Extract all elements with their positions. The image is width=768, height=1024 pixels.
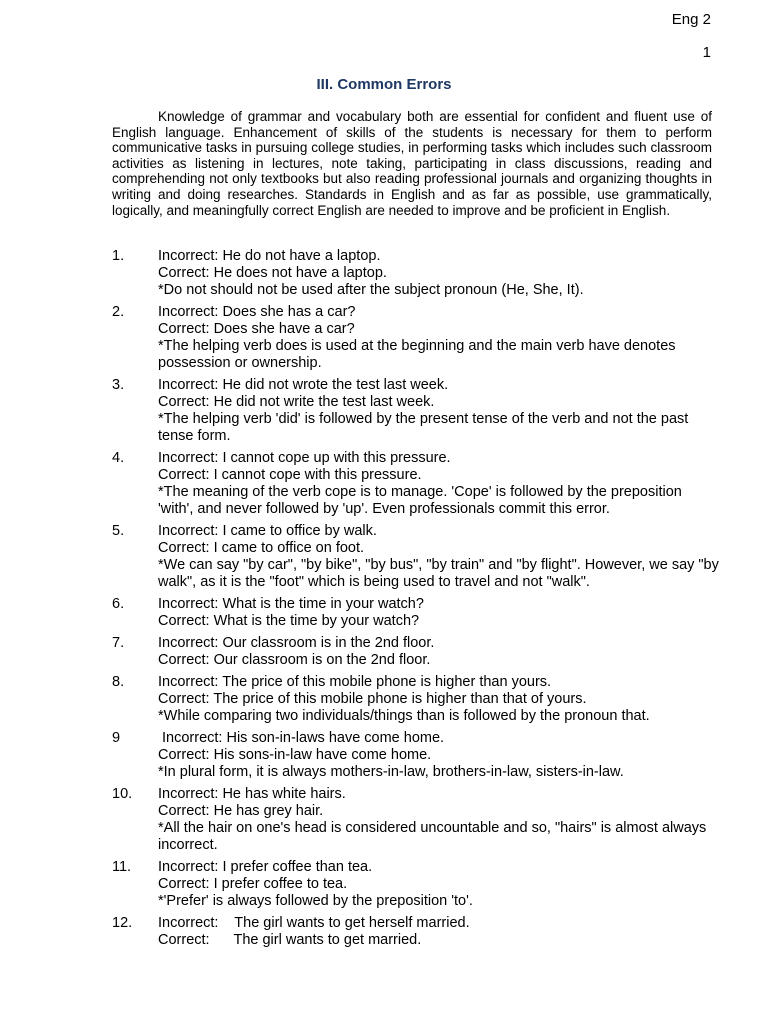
error-note: *All the hair on one's head is considered uncountable and so, "hairs" is almost always incorrect. [158, 820, 707, 853]
incorrect-sentence: Incorrect: I prefer coffee than tea. [158, 859, 373, 875]
correct-sentence: Correct: The girl wants to get married. [158, 932, 422, 948]
intro-paragraph: Knowledge of grammar and vocabulary both are essential for confident and fluent use of English language. Enhancement of skills of the students is necessary for them to perform communicative tasks in pursuing college studies, in performing tasks which includes such classroom activities as listening in lectures, note taking, participating in class discussions, reading and comprehending not only textbooks but also reading professional journals and organizing thoughts in writing and doing researches. Standards in English and as far as possible, use grammatically, logically, and meaningfully correct English are needed to improve and be proficient in English. [112, 109, 712, 218]
incorrect-sentence: Incorrect: He has white hairs. [158, 786, 346, 802]
error-note: *In plural form, it is always mothers-in-law, brothers-in-law, sisters-in-law. [158, 764, 624, 780]
error-item [112, 596, 724, 630]
correct-sentence: Correct: I prefer coffee to tea. [158, 876, 348, 892]
error-body [158, 730, 724, 781]
incorrect-sentence: Incorrect: Our classroom is in the 2nd floor. [158, 635, 435, 651]
error-body [158, 786, 724, 854]
error-item [112, 450, 724, 518]
error-note: *While comparing two individuals/things than is followed by the pronoun that. [158, 708, 650, 724]
page-number: 1 [702, 44, 711, 61]
error-body [158, 674, 724, 725]
error-note: *The helping verb 'did' is followed by the present tense of the verb and not the past tense form. [158, 411, 689, 444]
section-title: III. Common Errors [316, 76, 452, 93]
incorrect-sentence: Incorrect: What is the time in your watch? [158, 596, 424, 612]
error-item [112, 730, 724, 781]
error-number: 2. [112, 304, 125, 320]
error-number: 10. [112, 786, 133, 802]
error-item [112, 859, 724, 910]
error-item [112, 915, 724, 949]
error-number: 12. [112, 915, 133, 931]
error-item [112, 248, 724, 299]
error-item [112, 674, 724, 725]
error-number: 11. [112, 859, 132, 875]
error-note: *The meaning of the verb cope is to manage. 'Cope' is followed by the preposition 'with', and never followed by 'up'. Even professionals commit this error. [158, 484, 698, 517]
error-body [158, 596, 724, 630]
correct-sentence: Correct: The price of this mobile phone is higher than that of yours. [158, 691, 587, 707]
correct-sentence: Correct: He does not have a laptop. [158, 265, 387, 281]
error-body [158, 304, 724, 372]
error-note: *We can say "by car", "by bike", "by bus", "by train" and "by flight". However, we say "by walk", as it is the "foot" which is being used to travel and not "walk". [158, 557, 719, 590]
error-item [112, 377, 724, 445]
correct-sentence: Correct: What is the time by your watch? [158, 613, 420, 629]
error-body [158, 248, 724, 299]
error-body [158, 523, 724, 591]
error-note: *'Prefer' is always followed by the preposition 'to'. [158, 893, 473, 909]
error-body [158, 915, 724, 949]
error-note: *Do not should not be used after the subject pronoun (He, She, It). [158, 282, 584, 298]
error-number: 7. [112, 635, 125, 651]
incorrect-sentence: Incorrect: The price of this mobile phone is higher than yours. [158, 674, 552, 690]
incorrect-sentence: Incorrect: He do not have a laptop. [158, 248, 381, 264]
correct-sentence: Correct: He has grey hair. [158, 803, 324, 819]
incorrect-sentence: Incorrect: I cannot cope up with this pressure. [158, 450, 451, 466]
incorrect-sentence: Incorrect: His son-in-laws have come home. [158, 730, 445, 746]
error-body [158, 635, 724, 669]
incorrect-sentence: Incorrect: Does she has a car? [158, 304, 356, 320]
incorrect-sentence: Incorrect: He did not wrote the test last week. [158, 377, 449, 393]
error-body [158, 450, 724, 518]
error-number: 9 [112, 730, 121, 746]
error-item [112, 304, 724, 372]
correct-sentence: Correct: He did not write the test last week. [158, 394, 435, 410]
correct-sentence: Correct: His sons-in-law have come home. [158, 747, 432, 763]
error-number: 4. [112, 450, 125, 466]
error-note: *The helping verb does is used at the beginning and the main verb have denotes possession or ownership. [158, 338, 676, 371]
page-header [672, 10, 711, 63]
error-number: 5. [112, 523, 125, 539]
incorrect-sentence: Incorrect: I came to office by walk. [158, 523, 377, 539]
errors-list [112, 248, 724, 954]
incorrect-sentence: Incorrect: The girl wants to get herself married. [158, 915, 470, 931]
error-item [112, 635, 724, 669]
error-number: 3. [112, 377, 125, 393]
error-item [112, 523, 724, 591]
correct-sentence: Correct: Does she have a car? [158, 321, 355, 337]
correct-sentence: Correct: I came to office on foot. [158, 540, 365, 556]
error-item [112, 786, 724, 854]
error-number: 8. [112, 674, 125, 690]
header-course: Eng 2 [671, 11, 711, 28]
error-number: 6. [112, 596, 125, 612]
error-body [158, 377, 724, 445]
error-number: 1. [112, 248, 125, 264]
correct-sentence: Correct: I cannot cope with this pressure. [158, 467, 422, 483]
correct-sentence: Correct: Our classroom is on the 2nd floor. [158, 652, 431, 668]
error-body [158, 859, 724, 910]
